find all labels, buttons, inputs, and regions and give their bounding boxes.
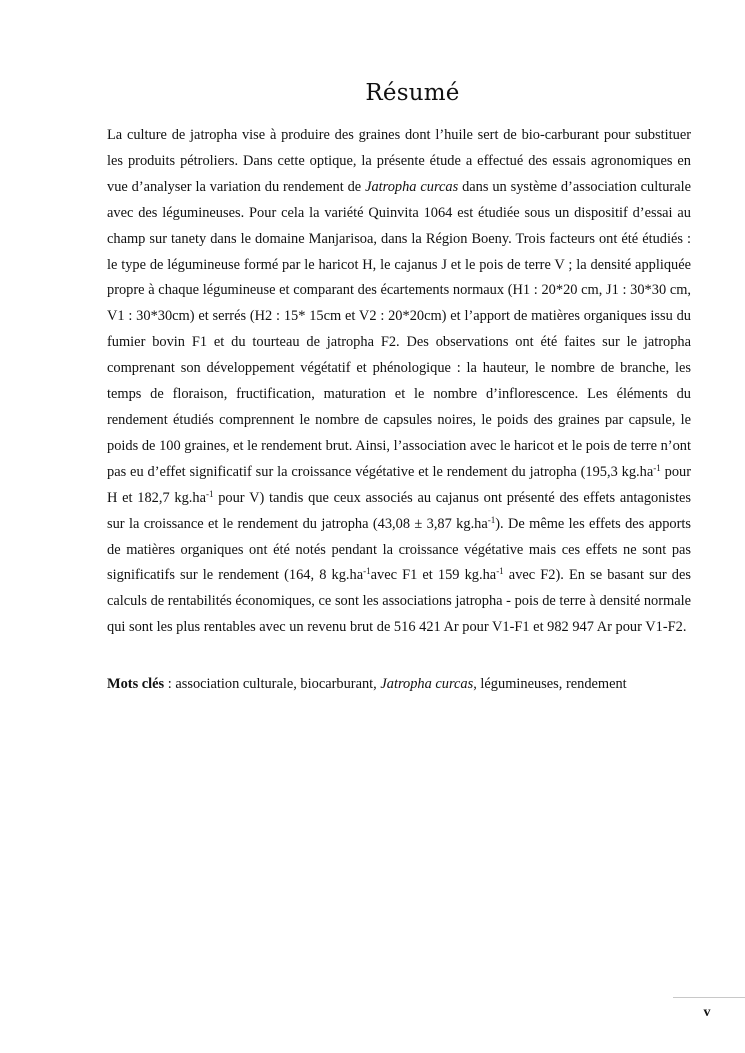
abstract-text: pour H et 182,7 kg.ha [107, 463, 692, 506]
abstract-text: avec F2). En se basant sur des calculs de rentabilités économiques, ce sont les associations jatropha - pois de terre à densité normale qui sont les plus rentables avec un revenu brut de 516 421 Ar pour V1-F1 et 982 947 Ar pour V1-F2. [107, 567, 691, 636]
keywords-text: , légumineuses, rendement [473, 676, 627, 692]
keywords-species: Jatropha curcas [380, 676, 474, 692]
abstract-text: ). De même les effets des apports de matières organiques ont été notés pendant la croissance végétative mais ces effets ne sont pas significatifs sur le rendement (164, 8 kg.ha [107, 515, 692, 584]
unit-exponent: -1 [205, 488, 214, 499]
unit-exponent: -1 [487, 514, 496, 525]
abstract-text: avec F1 et 159 kg.ha [370, 567, 497, 584]
unit-exponent: -1 [653, 462, 661, 473]
abstract-text: pour V) tandis que ceux associés au cajanus ont présenté des effets antagonistes sur la croissance et le rendement du jatropha (43,08 ± 3,87 kg.ha [107, 489, 691, 532]
species-name: Jatropha curcas [365, 178, 459, 195]
unit-exponent: -1 [363, 566, 371, 577]
page-title: Résumé [365, 80, 460, 106]
abstract-text: La culture de jatropha vise à produire des graines dont l’huile sert de bio-carburant pour substituer les produits pétroliers. Dans cette optique, la présente étude a effectué des essais agronomiques en vue d’analyser la variation du rendement de [107, 127, 691, 195]
keywords-line [107, 673, 707, 695]
unit-exponent: -1 [496, 566, 504, 577]
abstract-text: dans un système d’association culturale avec des légumineuses. Pour cela la variété Quinvita 1064 est étudiée sous un dispositif d’essai au champ sur tanety dans le domaine Manjarisoa, dans la Région Boeny. Trois facteurs ont été étudiés : le type de légumineuse formé par le haricot H, le cajanus J et le pois de terre V ; la densité appliquée propre à chaque légumineuse et comparant des écartements normaux (H1 : 20*20 cm, J1 : 30*30 cm, V1 : 30*30cm) et serrés (H2 : 15* 15cm et V2 : 20*20cm) et l’apport de matières organiques issu du fumier bovin F1 et du tourteau de jatropha F2. Des observations ont été faites sur le jatropha comprenant son développement végétatif et phénologique : la hauteur, le nombre de branche, les temps de floraison, fructification, maturation et le nombre d’inflorescence. Les éléments du rendement étudiés comprennent le nombre de capsules noires, le poids des graines par capsule, le poids de 100 graines, et le rendement brut. Ainsi, l’association avec le haricot et le pois de terre n’ont pas eu d’effet significatif sur la croissance végétative et le rendement du jatropha (195,3 kg.ha [107, 178, 691, 480]
abstract-paragraph [107, 123, 691, 641]
page-number: v [703, 1005, 711, 1020]
footer-divider [673, 997, 745, 998]
keywords-separator: : [164, 676, 176, 692]
keywords-label: Mots clés [107, 676, 165, 692]
keywords-text: association culturale, biocarburant, [175, 676, 381, 692]
